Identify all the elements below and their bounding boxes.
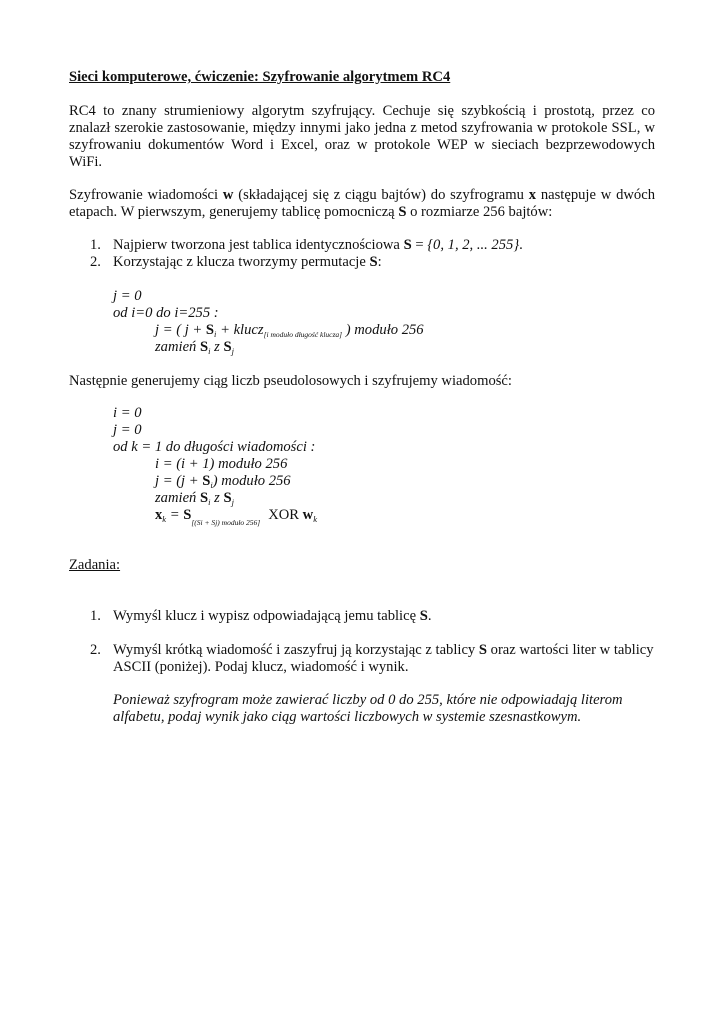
subscript: j — [231, 346, 234, 356]
text: i — [200, 518, 203, 527]
symbol-x: x — [155, 507, 163, 523]
text: = — [411, 237, 428, 253]
text: + klucz — [216, 322, 264, 338]
symbol-s: S — [419, 608, 428, 624]
text: Najpierw tworzona jest tablica identycznościowa — [113, 237, 404, 253]
text: : — [377, 254, 382, 270]
code-line — [155, 507, 317, 531]
text: zamień — [155, 339, 200, 355]
text: j = ( j + — [155, 322, 206, 338]
page-title: Sieci komputerowe, ćwiczenie: Szyfrowanie algorytmem RC4 — [69, 69, 451, 85]
hex-output-note: Ponieważ szyfrogram może zawierać liczby od 0 do 255, które nie odpowiadają literom alfabetu, podaj wynik jako ciąg wartości liczbowych w systemie szesnastkowym. — [113, 692, 623, 725]
code-line: j = 0 — [113, 288, 142, 304]
subscript — [191, 518, 260, 527]
text: Szyfrowanie wiadomości — [69, 187, 223, 203]
code-line: od k = 1 do długości wiadomości : — [113, 439, 316, 455]
subscript: [i moduło długość klucza] — [263, 330, 343, 339]
list-number: 2. — [90, 254, 101, 270]
list-item — [113, 608, 432, 625]
text: zamień — [155, 490, 200, 506]
subscript: i — [208, 497, 211, 507]
subscript: k — [313, 514, 317, 524]
code-line: i = (i + 1) moduło 256 — [155, 456, 288, 472]
symbol-s: S — [223, 339, 232, 355]
symbol-s: S — [369, 254, 378, 270]
symbol-s: S — [478, 642, 487, 658]
symbol-w: w — [222, 187, 234, 203]
text: Korzystając z klucza tworzymy permutacje — [113, 254, 370, 270]
text: ) moduło 256] — [217, 518, 261, 527]
subscript: i — [208, 346, 211, 356]
subscript: k — [162, 514, 167, 524]
intro-paragraph: RC4 to znany strumieniowy algorytm szyfrujący. Cechuje się szybkością i prostotą, przez co znalazł szerokie zastosowanie, między innymi jako jedna z metod szyfrowania w protokole SSL, w szyfrowaniu dokumentów Word i Excel, oraz w protokole WEP w sieciach bezprzewodowych WiFi. — [69, 103, 655, 170]
text: Wymyśl klucz i wypisz odpowiadającą jemu tablicę — [113, 608, 420, 624]
list-number: 2. — [90, 642, 101, 658]
symbol-s: S — [200, 339, 209, 355]
list-number: 1. — [90, 237, 101, 253]
text: + S — [202, 518, 216, 527]
symbol-s: S — [223, 490, 232, 506]
text: z — [210, 490, 224, 506]
symbol-s: S — [398, 204, 407, 220]
text: Wymyśl krótką wiadomość i zaszyfruj ją korzystając z tablicy — [113, 642, 479, 658]
text: ) moduło 256 — [342, 322, 424, 338]
code-line — [155, 339, 234, 360]
symbol-x: x — [528, 187, 537, 203]
text: o rozmiarze 256 bajtów: — [406, 204, 553, 220]
tasks-heading: Zadania: — [69, 557, 121, 573]
text: . — [519, 237, 523, 253]
subscript: i — [214, 329, 217, 339]
symbol-s: S — [183, 507, 192, 523]
symbol-s: S — [205, 322, 215, 338]
text: (składającej się z ciągu bajtów) do szyfrogramu — [233, 187, 529, 203]
symbol-s: S — [403, 237, 412, 253]
symbol-s: S — [200, 490, 209, 506]
symbol-w: w — [302, 507, 314, 523]
text: ) moduło 256 — [212, 473, 291, 489]
list-number: 1. — [90, 608, 101, 624]
encryption-paragraph — [69, 187, 655, 221]
text: = — [166, 507, 184, 523]
text: j — [215, 518, 218, 527]
text: oraz wartości liter w tablicy ASCII (poniżej). Podaj klucz, wiadomość i wynik. — [113, 642, 654, 675]
code-line: j = 0 — [113, 422, 142, 438]
set-notation: {0, 1, 2, ... 255} — [427, 237, 520, 253]
list-item — [113, 254, 382, 271]
text: [(S — [191, 518, 201, 527]
text: XOR — [268, 507, 303, 523]
code-line: od i=0 do i=255 : — [113, 305, 219, 321]
text: j = (j + — [155, 473, 203, 489]
prga-paragraph: Następnie generujemy ciąg liczb pseudolosowych i szyfrujemy wiadomość: — [69, 373, 512, 389]
subscript: j — [231, 497, 234, 507]
text: . — [427, 608, 432, 624]
code-line: i = 0 — [113, 405, 142, 421]
symbol-s: S — [202, 473, 211, 489]
list-item — [113, 642, 663, 676]
subscript: i — [210, 480, 213, 490]
text: następuje w dwóch etapach. W pierwszym, generujemy tablicę pomocniczą — [69, 187, 656, 220]
text: z — [210, 339, 224, 355]
list-item — [113, 237, 523, 254]
